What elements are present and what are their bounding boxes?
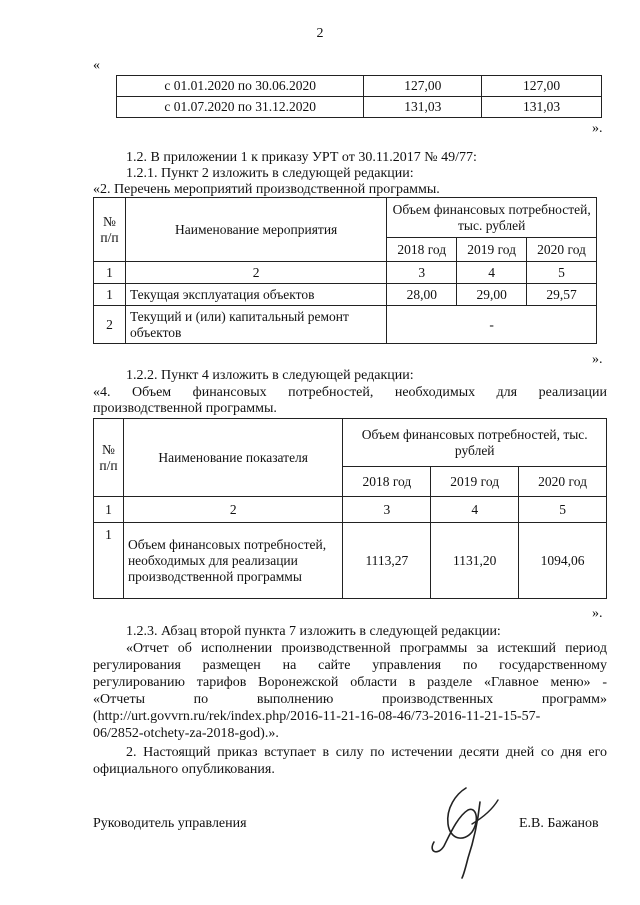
close-quote: ».: [592, 352, 603, 367]
value-cell: 1113,27: [343, 523, 431, 599]
row-number: 2: [94, 306, 126, 344]
header-number: № п/п: [94, 198, 126, 262]
header-name: Наименование мероприятия: [125, 198, 386, 262]
row-number: 1: [94, 523, 124, 599]
colnum-cell: 4: [431, 497, 519, 523]
header-year: 2018 год: [387, 238, 457, 262]
colnum-cell: 3: [343, 497, 431, 523]
prev-period-table: [116, 75, 602, 118]
row-number: 1: [94, 284, 126, 306]
period-cell: с 01.07.2020 по 31.12.2020: [117, 97, 364, 118]
close-quote: ».: [592, 606, 603, 621]
section-1-2-1: 1.2.1. Пункт 2 изложить в следующей редакции:: [126, 166, 414, 181]
paragraph-line: (http://urt.govvrn.ru/rek/index.php/2016-11-21-16-08-46/73-2016-11-21-15-57-: [93, 709, 541, 724]
section-1-2-3: 1.2.3. Абзац второй пункта 7 изложить в следующей редакции:: [126, 624, 501, 639]
header-finance: Объем финансовых потребностей, тыс. рублей: [343, 419, 607, 467]
table4-title-line1: «4. Объем финансовых потребностей, необходимых для реализации: [93, 385, 607, 400]
header-year: 2019 год: [431, 467, 519, 497]
value-cell: 127,00: [364, 76, 482, 97]
header-finance: Объем финансовых потребностей, тыс. рублей: [387, 198, 597, 238]
value-cell: 127,00: [482, 76, 602, 97]
table-row: [94, 523, 607, 599]
table-row: [94, 306, 597, 344]
colnum-cell: 5: [519, 497, 607, 523]
column-numbers-row: [94, 497, 607, 523]
page-number: 2: [316, 26, 324, 41]
colnum-cell: 1: [94, 497, 124, 523]
colnum-cell: 5: [527, 262, 597, 284]
colnum-cell: 2: [125, 262, 386, 284]
header-year: 2020 год: [527, 238, 597, 262]
open-quote: «: [93, 58, 100, 73]
section-1-2-2: 1.2.2. Пункт 4 изложить в следующей редакции:: [126, 368, 414, 383]
header-number: № п/п: [94, 419, 124, 497]
section-1-2: 1.2. В приложении 1 к приказу УРТ от 30.11.2017 № 49/77:: [126, 150, 477, 165]
colnum-cell: 1: [94, 262, 126, 284]
table-row: [117, 97, 602, 118]
header-year: 2018 год: [343, 467, 431, 497]
close-quote: ».: [592, 121, 603, 136]
paragraph-line: регулирования размещен на сайте управления по государственному: [93, 658, 607, 673]
table2-title: «2. Перечень мероприятий производственной программы.: [93, 182, 440, 197]
paragraph-line: регулированию тарифов Воронежской области в разделе «Главное меню» -: [93, 675, 607, 690]
paragraph-line: 06/2852-otchety-za-2018-god).».: [93, 726, 279, 741]
period-cell: с 01.01.2020 по 30.06.2020: [117, 76, 364, 97]
value-cell: 131,03: [364, 97, 482, 118]
header-year: 2019 год: [457, 238, 527, 262]
value-cell: 1094,06: [519, 523, 607, 599]
paragraph-line: «Отчет об исполнении производственной программы за истекший период: [126, 641, 607, 656]
value-cell: 29,00: [457, 284, 527, 306]
signatory-position: Руководитель управления: [93, 816, 247, 831]
colnum-cell: 3: [387, 262, 457, 284]
row-name: Объем финансовых потребностей, необходимых для реализации производственной программы: [123, 523, 343, 599]
value-cell: 29,57: [527, 284, 597, 306]
finance-table: [93, 418, 607, 599]
row-name: Текущий и (или) капитальный ремонт объектов: [125, 306, 386, 344]
paragraph-line: «Отчеты по выполнению производственных программ»: [93, 692, 607, 707]
signatory-name: Е.В. Бажанов: [519, 816, 599, 831]
signature-image: [420, 780, 510, 880]
column-numbers-row: [94, 262, 597, 284]
value-cell: 131,03: [482, 97, 602, 118]
table4-title-line2: производственной программы.: [93, 401, 277, 416]
measures-table: [93, 197, 597, 344]
colnum-cell: 2: [123, 497, 343, 523]
header-name: Наименование показателя: [123, 419, 343, 497]
header-year: 2020 год: [519, 467, 607, 497]
row-name: Текущая эксплуатация объектов: [125, 284, 386, 306]
colnum-cell: 4: [457, 262, 527, 284]
table-row: [117, 76, 602, 97]
section-2-line2: официального опубликования.: [93, 762, 275, 777]
value-cell: 28,00: [387, 284, 457, 306]
value-cell: 1131,20: [431, 523, 519, 599]
merged-value-cell: -: [387, 306, 597, 344]
section-2-line1: 2. Настоящий приказ вступает в силу по истечении десяти дней со дня его: [126, 745, 607, 760]
table-row: [94, 284, 597, 306]
